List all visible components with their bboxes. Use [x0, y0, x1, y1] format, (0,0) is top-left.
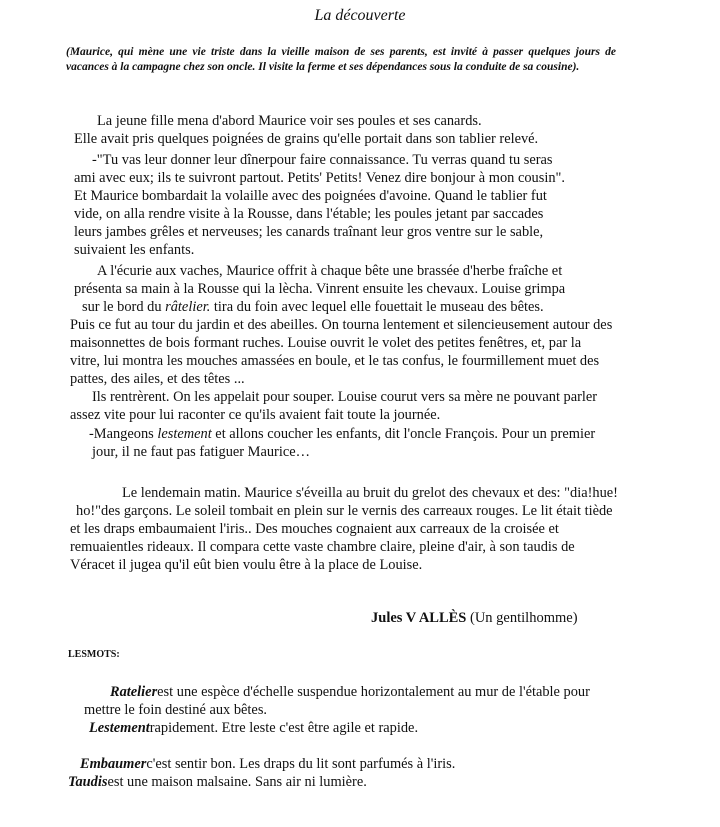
glossary-entry [68, 773, 367, 791]
text-line: pattes, des ailes, et des têtes ... [70, 371, 245, 387]
text-line [89, 425, 595, 443]
text-line: suivaient les enfants. [74, 242, 195, 258]
glossary-entry [80, 755, 455, 773]
text-line: leurs jambes grêles et nerveuses; les canards traînant leur gros ventre sur le sable, [74, 224, 544, 240]
text-line: remuaientles rideaux. Il compara cette vaste chambre claire, pleine d'air, à son taudis de [70, 539, 575, 555]
text-line: et les draps embaumaient l'iris.. Des mouches cognaient aux carreaux de la croisée et [70, 521, 559, 537]
glossary-heading: LESMOTS: [68, 649, 120, 660]
emphasized-word: lestement [157, 426, 212, 442]
glossary-term: Lestement [89, 720, 150, 736]
text-line: maisonnettes de bois formant ruches. Louise ouvrit le volet des petites fenêtres, et, par la [70, 335, 582, 351]
text-line: A l'écurie aux vaches, Maurice offrit à chaque bête une brassée d'herbe fraîche et [97, 263, 563, 279]
text-segment: sur le bord du [82, 299, 166, 315]
text-line [82, 298, 544, 316]
text-segment: -Mangeons [89, 426, 158, 442]
text-line: -"Tu vas leur donner leur dînerpour faire connaissance. Tu verras quand tu seras [92, 152, 553, 168]
text-line: assez vite pour lui raconter ce qu'ils avaient fait toute la journée. [70, 407, 441, 423]
text-line: Ils rentrèrent. On les appelait pour souper. Louise courut vers sa mère ne pouvant parler [92, 389, 598, 405]
glossary-definition: rapidement. Etre leste c'est être agile et rapide. [149, 720, 419, 736]
text-line: vide, on alla rendre visite à la Rousse, dans l'étable; les poules jetant par saccades [74, 206, 544, 222]
glossary-definition: c'est sentir bon. Les draps du lit sont parfumés à l'iris. [146, 756, 456, 772]
glossary-term: Embaumer [80, 756, 147, 772]
text-line: Puis ce fut au tour du jardin et des abeilles. On tourna lentement et silencieusement autour des [70, 317, 613, 333]
text-line: La jeune fille mena d'abord Maurice voir ses poules et ses canards. [97, 113, 482, 129]
glossary-term: Taudis [68, 774, 108, 790]
emphasized-word: râtelier. [165, 299, 211, 315]
text-line: ho!"des garçons. Le soleil tombait en plein sur le vernis des carreaux rouges. Le lit était tiède [76, 503, 613, 519]
page-title: La découverte [314, 7, 406, 24]
text-line: Véracet il jugea qu'il eût bien voulu être à la place de Louise. [70, 557, 423, 573]
glossary-entry [110, 683, 590, 701]
text-line: Et Maurice bombardait la volaille avec des poignées d'avoine. Quand le tablier fut [74, 188, 547, 204]
author-signature [371, 610, 578, 627]
text-line: Elle avait pris quelques poignées de grains qu'elle portait dans son tablier relevé. [74, 131, 539, 147]
text-line: présenta sa main à la Rousse qui la lècha. Vinrent ensuite les chevaux. Louise grimpa [74, 281, 566, 297]
glossary-definition: est une espèce d'échelle suspendue horizontalement au mur de l'étable pour [157, 684, 590, 700]
intro-paragraph: (Maurice, qui mène une vie triste dans la vieille maison de ses parents, est invité à passer quelques jours de vacances à la campagne chez son oncle. Il visite la ferme et ses dépendances sous la conduite de sa cousine). [66, 46, 616, 73]
glossary-term: Ratelier [110, 684, 158, 700]
glossary-entry [89, 719, 418, 737]
text-line: vitre, lui montra les mouches amassées en boule, et le tas confus, le fourmillement muet des [70, 353, 600, 369]
text-segment: tira du foin avec lequel elle fouettait le museau des bêtes. [210, 299, 544, 315]
work-title: (Un gentilhomme) [470, 610, 578, 626]
text-line: mettre le foin destiné aux bêtes. [84, 702, 268, 718]
text-line: ami avec eux; ils te suivront partout. Petits' Petits! Venez dire bonjour à mon cousin". [74, 170, 565, 186]
glossary-definition: est une maison malsaine. Sans air ni lumière. [107, 774, 367, 790]
author-name: Jules V ALLÈS [371, 610, 467, 626]
text-line: Le lendemain matin. Maurice s'éveilla au bruit du grelot des chevaux et des: "dia!hue! [122, 485, 618, 501]
text-segment: et allons coucher les enfants, dit l'oncle François. Pour un premier [211, 426, 596, 442]
text-line: jour, il ne faut pas fatiguer Maurice… [92, 444, 311, 460]
